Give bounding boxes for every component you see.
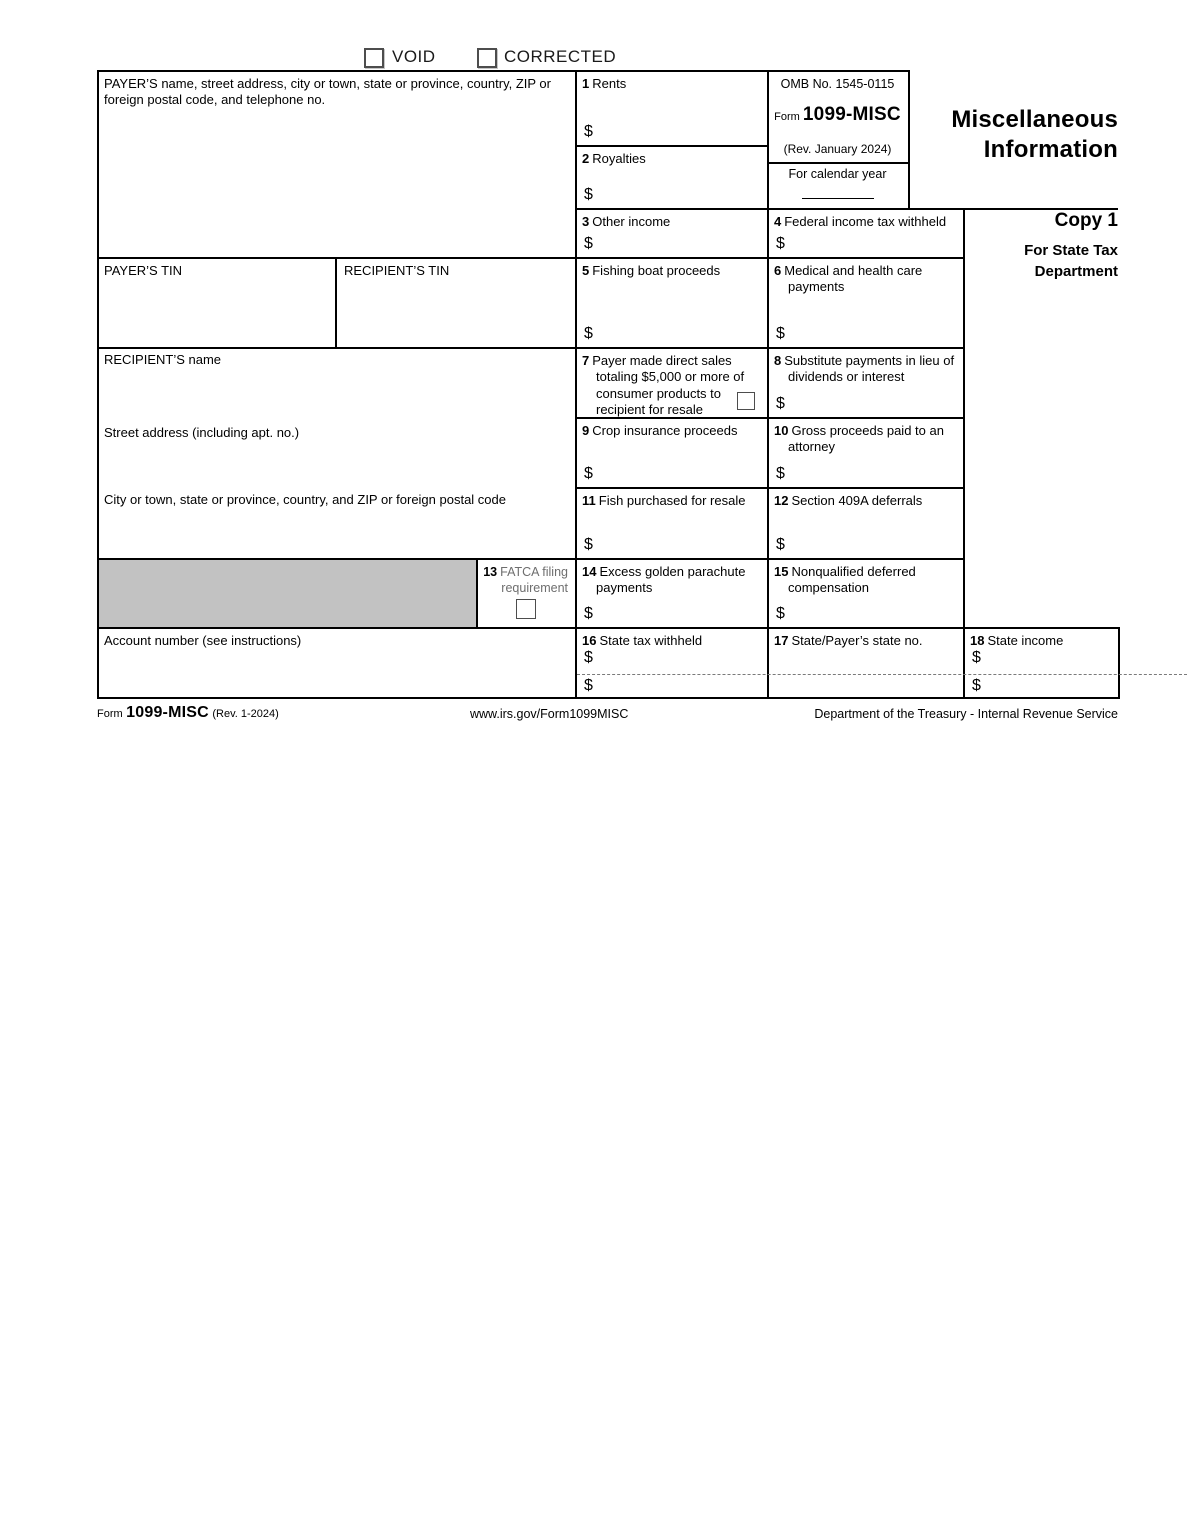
box-label-text: Gross proceeds paid to an attorney xyxy=(788,423,944,455)
box-label-text: Substitute payments in lieu of dividends or interest xyxy=(784,353,955,385)
dollar-sign: $ xyxy=(584,123,593,140)
corrected-checkbox[interactable] xyxy=(477,48,497,68)
calendar-year-label: For calendar year xyxy=(788,167,887,181)
box-9-crop-insurance-proceeds xyxy=(577,419,765,485)
dollar-sign: $ xyxy=(776,235,785,252)
box-label xyxy=(577,629,765,649)
box-11-fish-purchased-for-resale xyxy=(577,489,765,556)
box-5-fishing-boat-proceeds xyxy=(577,259,765,345)
dollar-sign: $ xyxy=(776,395,785,412)
dollar-sign: $ xyxy=(584,677,593,694)
form-word: Form xyxy=(774,111,800,123)
box-number: 8 xyxy=(774,353,782,368)
footer-irs-url[interactable]: www.irs.gov/Form1099MISC xyxy=(470,707,629,721)
footer-form-id xyxy=(97,704,279,722)
form-title-line2: Information xyxy=(983,136,1118,164)
box-label xyxy=(769,560,961,597)
box-label xyxy=(769,419,961,456)
box-number: 13 xyxy=(483,565,498,579)
account-number-label: Account number (see instructions) xyxy=(104,633,302,648)
shaded-unused-box xyxy=(99,560,476,627)
box-number: 7 xyxy=(582,353,590,368)
form-title-line1: Miscellaneous xyxy=(951,106,1118,133)
city-state-zip-label: City or town, state or province, country, and ZIP or foreign postal code xyxy=(104,492,506,507)
box-label xyxy=(769,259,961,296)
box-13-fatca-filing-requirement xyxy=(478,560,573,625)
box-label xyxy=(577,72,765,92)
box-number: 11 xyxy=(582,493,596,508)
copy-number: Copy 1 xyxy=(1054,210,1118,231)
box-4-federal-income-tax-withheld xyxy=(769,210,961,255)
void-label: VOID xyxy=(392,47,436,66)
box-label xyxy=(577,147,765,167)
calendar-year-box xyxy=(769,164,906,206)
box-7-direct-sales-indicator xyxy=(577,349,765,415)
box-label-text: State income xyxy=(987,633,1064,648)
dollar-sign: $ xyxy=(584,605,593,622)
box-number: 6 xyxy=(774,263,782,278)
box-15-nonqualified-deferred-compensation xyxy=(769,560,961,625)
box-label xyxy=(577,210,765,230)
box-label xyxy=(769,349,961,386)
box-label-text: Royalties xyxy=(592,151,646,166)
grid-line xyxy=(335,257,337,349)
box-label xyxy=(769,210,961,230)
box-12-section-409a-deferrals xyxy=(769,489,961,556)
box-label-text: Excess golden parachute payments xyxy=(596,564,746,596)
box-2-royalties xyxy=(577,147,765,206)
copy-for-line1: For State Tax xyxy=(1024,242,1118,259)
box-label xyxy=(965,629,1116,649)
dollar-sign: $ xyxy=(972,649,981,666)
grid-line xyxy=(908,70,910,210)
box-label xyxy=(478,560,573,597)
box-number: 5 xyxy=(582,263,590,278)
dollar-sign: $ xyxy=(584,536,593,553)
box-18-state-income xyxy=(965,629,1116,695)
box-3-other-income xyxy=(577,210,765,255)
omb-number: OMB No. 1545-0115 xyxy=(780,77,895,91)
box-label-text: Section 409A deferrals xyxy=(791,493,923,508)
dollar-sign: $ xyxy=(972,677,981,694)
box-number: 16 xyxy=(582,633,597,648)
box-8-substitute-payments xyxy=(769,349,961,415)
box-label-text: FATCA filing requirement xyxy=(500,565,568,596)
box-number: 10 xyxy=(774,423,789,438)
dollar-sign: $ xyxy=(584,465,593,482)
box-label-text: Other income xyxy=(592,214,671,229)
box-label xyxy=(577,419,765,439)
form-number: 1099-MISC xyxy=(802,104,901,125)
recipient-address-box xyxy=(99,349,573,556)
dollar-sign: $ xyxy=(584,235,593,252)
payer-info-box xyxy=(99,72,573,255)
box-label-text: Crop insurance proceeds xyxy=(592,423,738,438)
fatca-checkbox[interactable] xyxy=(516,599,536,619)
box-label-text: Nonqualified deferred compensation xyxy=(788,564,916,596)
box-label xyxy=(577,560,765,597)
void-checkbox[interactable] xyxy=(364,48,384,68)
box-label xyxy=(769,489,961,509)
box-10-gross-proceeds-attorney xyxy=(769,419,961,485)
payer-tin-box xyxy=(99,259,333,345)
box-number: 15 xyxy=(774,564,789,579)
copy-for-line2: Department xyxy=(1034,263,1118,280)
box-label-text: Federal income tax withheld xyxy=(784,214,947,229)
box-number: 18 xyxy=(970,633,985,648)
box-label xyxy=(769,629,961,649)
form-number-line xyxy=(769,104,906,126)
box-number: 2 xyxy=(582,151,590,166)
box-number: 14 xyxy=(582,564,597,579)
grid-line xyxy=(97,697,1120,699)
dollar-sign: $ xyxy=(776,325,785,342)
dollar-sign: $ xyxy=(584,649,593,666)
box-label-text: Rents xyxy=(592,76,627,91)
calendar-year-blank-line[interactable] xyxy=(802,198,874,199)
footer-form-word: Form xyxy=(97,708,123,720)
recipient-name-label: RECIPIENT’S name xyxy=(104,352,222,367)
box-label xyxy=(577,489,765,509)
box-number: 3 xyxy=(582,214,590,229)
corrected-label: CORRECTED xyxy=(504,47,617,66)
box-number: 12 xyxy=(774,493,789,508)
box-label-text: Fish purchased for resale xyxy=(598,493,746,508)
dollar-sign: $ xyxy=(776,465,785,482)
box-number: 4 xyxy=(774,214,782,229)
grid-line xyxy=(1118,627,1120,699)
box-number: 1 xyxy=(582,76,590,91)
box-16-state-tax-withheld xyxy=(577,629,765,695)
direct-sales-checkbox[interactable] xyxy=(737,392,755,410)
payer-tin-label: PAYER’S TIN xyxy=(104,263,183,278)
box-6-medical-health-care-payments xyxy=(769,259,961,345)
dollar-sign: $ xyxy=(776,536,785,553)
footer-revision: (Rev. 1-2024) xyxy=(212,708,279,720)
box-17-state-payers-state-no xyxy=(769,629,961,695)
box-label xyxy=(577,259,765,279)
box-number: 17 xyxy=(774,633,789,648)
account-number-box xyxy=(99,629,573,695)
omb-box xyxy=(769,72,906,160)
payer-info-label: PAYER’S name, street address, city or town, state or province, country, ZIP or foreign postal code, and telephone no. xyxy=(104,76,551,108)
box-label-text: Fishing boat proceeds xyxy=(592,263,721,278)
box-14-excess-golden-parachute xyxy=(577,560,765,625)
street-address-label: Street address (including apt. no.) xyxy=(104,425,300,440)
footer-form-number: 1099-MISC xyxy=(126,704,209,721)
box-label-text: Payer made direct sales totaling $5,000 or more of consumer products to recipient for resale xyxy=(592,353,745,417)
box-number: 9 xyxy=(582,423,590,438)
recipient-tin-box xyxy=(339,259,573,345)
box-label-text: Medical and health care payments xyxy=(784,263,923,295)
dollar-sign: $ xyxy=(776,605,785,622)
form-revision: (Rev. January 2024) xyxy=(783,142,892,156)
dollar-sign: $ xyxy=(584,186,593,203)
footer-agency: Department of the Treasury - Internal Revenue Service xyxy=(814,707,1118,721)
box-1-rents xyxy=(577,72,765,143)
recipient-tin-label: RECIPIENT’S TIN xyxy=(344,263,450,278)
box-label-text: State tax withheld xyxy=(599,633,703,648)
dollar-sign: $ xyxy=(584,325,593,342)
box-label-text: State/Payer’s state no. xyxy=(791,633,923,648)
grid-line xyxy=(963,208,965,699)
